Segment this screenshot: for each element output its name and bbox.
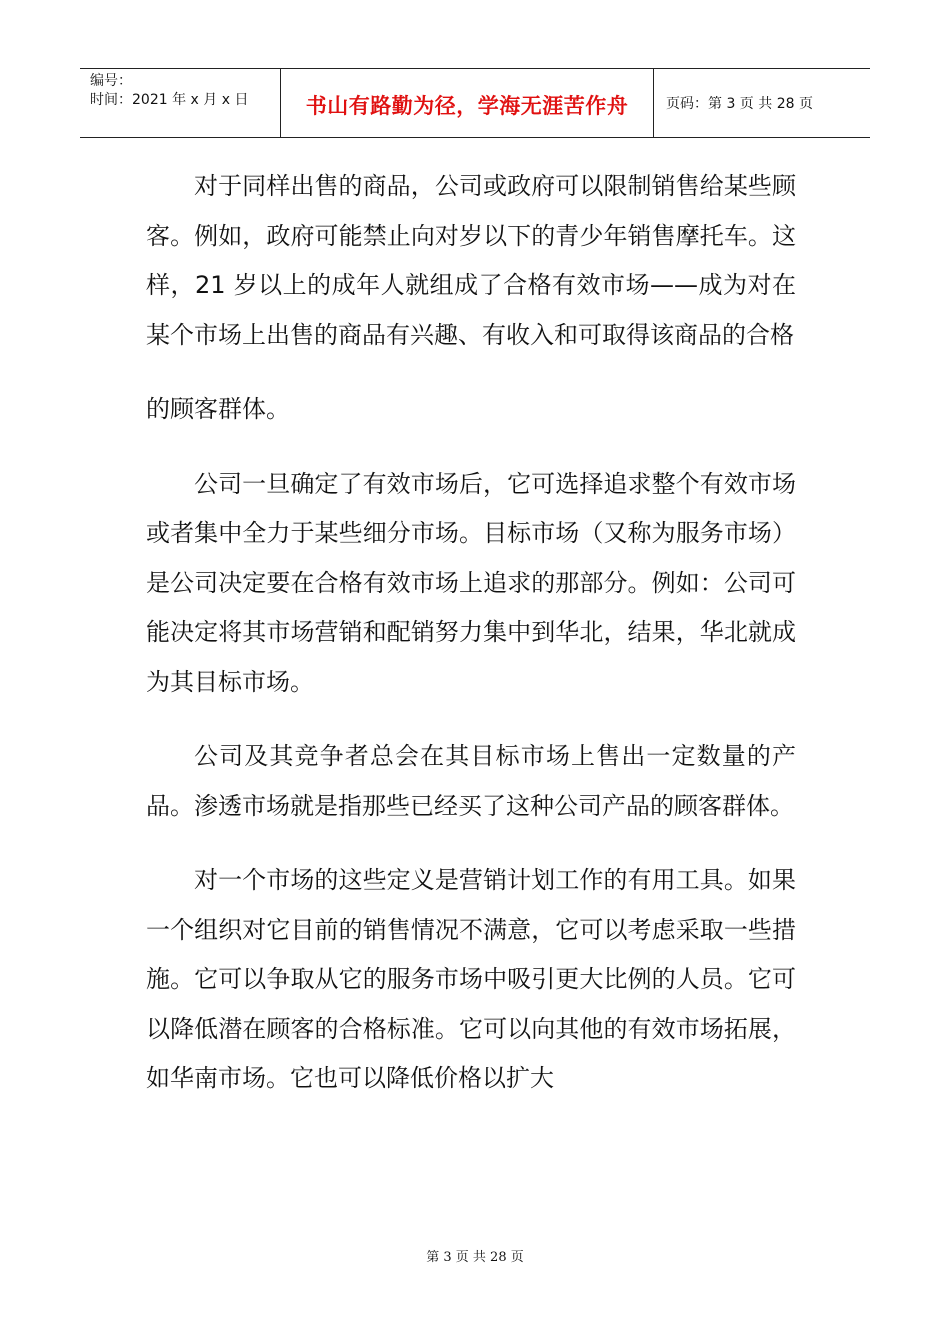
paragraph-1: 对于同样出售的商品，公司或政府可以限制销售给某些顾客。例如，政府可能禁止向对岁以下的青少年销售摩托车。这样，21 岁以上的成年人就组成了合格有效市场——成为对在某个市场上出售的商品有兴趣、有收入和可取得该商品的合格 — [146, 172, 796, 349]
serial-label: 编号： — [90, 73, 132, 89]
paragraph-5: 对一个市场的这些定义是营销计划工作的有用工具。如果一个组织对它目前的销售情况不满意，它可以考虑采取一些措施。它可以争取从它的服务市场中吸引更大比例的人员。它可以降低潜在顾客的合格标准。它可以向其他的有效市场拓展，如华南市场。它也可以降低价格以扩大 — [146, 866, 796, 1092]
paragraph-3: 公司一旦确定了有效市场后，它可选择追求整个有效市场或者集中全力于某些细分市场。目标市场（又称为服务市场）是公司决定要在合格有效市场上追求的那部分。例如：公司可能决定将其市场营销和配销努力集中到华北，结果，华北就成为其目标市场。 — [146, 469, 796, 696]
paragraph-2: 的顾客群体。 — [146, 395, 290, 423]
page-header — [80, 68, 870, 138]
document-body — [146, 162, 796, 1129]
header-page-info: 页码：第 3 页 共 28 页 — [666, 96, 813, 112]
header-motto: 书山有路勤为径，学海无涯苦作舟 — [281, 69, 654, 137]
paragraph-4: 公司及其竞争者总会在其目标市场上售出一定数量的产品。渗透市场就是指那些已经买了这种公司产品的顾客群体。 — [146, 742, 796, 820]
time-label: 时间：2021 年 x 月 x 日 — [90, 92, 249, 108]
header-meta-cell — [80, 69, 281, 137]
page-footer: 第 3 页 共 28 页 — [426, 1250, 524, 1265]
